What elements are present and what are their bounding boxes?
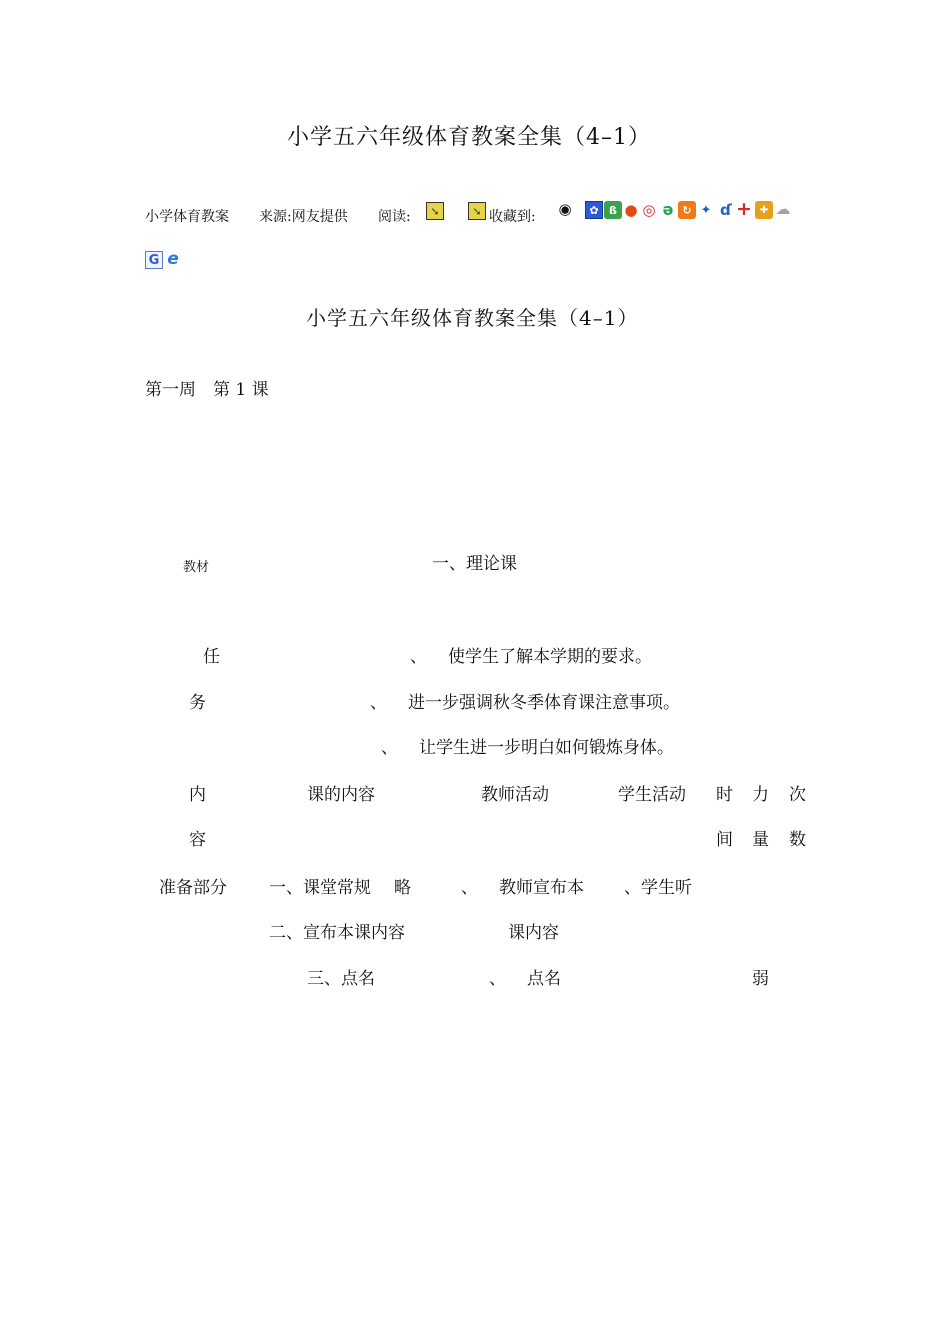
prep-strength: 弱 bbox=[752, 969, 769, 989]
header-strength-2: 量 bbox=[752, 830, 769, 850]
category-label: 小学体育教案 bbox=[145, 209, 229, 225]
task-label-2: 务 bbox=[189, 693, 206, 713]
task-item-1-num: 、 bbox=[410, 647, 427, 667]
task-item-2-text: 进一步强调秋冬季体育课注意事项。 bbox=[408, 693, 680, 713]
header-content-1: 内 bbox=[189, 785, 206, 805]
apple-icon[interactable]: ● bbox=[624, 201, 638, 219]
read-label: 阅读: bbox=[378, 209, 411, 225]
prep-teacher-item-2: 课内容 bbox=[508, 923, 559, 943]
plus-icon[interactable]: + bbox=[736, 198, 752, 220]
document-subtitle: 小学五六年级体育教案全集（4–1） bbox=[306, 306, 639, 330]
task-item-3-num: 、 bbox=[381, 738, 398, 758]
prep-lesson-item-3: 三、点名 bbox=[307, 969, 375, 989]
week-lesson: 第一周 第 1 课 bbox=[145, 380, 269, 400]
read-icon[interactable]: ➘ bbox=[426, 202, 444, 220]
prep-student-item-1: 、学生听 bbox=[624, 878, 692, 898]
collect-label: 收藏到: bbox=[489, 209, 536, 225]
prep-teacher-item-3: 点名 bbox=[527, 969, 561, 989]
prep-teacher-item-1: 教师宣布本 bbox=[499, 878, 584, 898]
prep-teacher-num-3: 、 bbox=[489, 969, 506, 989]
header-time-1: 时 bbox=[716, 785, 733, 805]
source-label: 来源:网友提供 bbox=[259, 209, 348, 225]
header-count-2: 数 bbox=[789, 830, 806, 850]
shou-icon[interactable]: ✚ bbox=[755, 201, 773, 219]
wo-icon[interactable]: ✦ bbox=[700, 202, 712, 218]
header-lesson: 课的内容 bbox=[307, 785, 375, 805]
read-icon[interactable]: ➘ bbox=[468, 202, 486, 220]
d-icon[interactable]: ɗ bbox=[720, 201, 732, 219]
task-label-1: 任 bbox=[203, 647, 220, 667]
orange-bookmark-icon[interactable]: ↻ bbox=[678, 201, 696, 219]
header-content-2: 容 bbox=[189, 830, 206, 850]
prep-lesson-item-2: 二、宣布本课内容 bbox=[269, 923, 405, 943]
prep-label: 准备部分 bbox=[159, 878, 227, 898]
task-item-1-text: 使学生了解本学期的要求。 bbox=[448, 647, 652, 667]
header-count-1: 次 bbox=[789, 785, 806, 805]
google-icon[interactable]: G bbox=[145, 251, 163, 269]
header-student: 学生活动 bbox=[618, 785, 686, 805]
baidu-icon[interactable]: ✿ bbox=[585, 201, 603, 219]
weibo-icon[interactable]: ◎ bbox=[642, 201, 656, 219]
task-item-3-text: 让学生进一步明白如何锻炼身体。 bbox=[419, 738, 674, 758]
header-teacher: 教师活动 bbox=[481, 785, 549, 805]
green-bookmark-icon[interactable]: ß bbox=[604, 201, 622, 219]
prep-lesson-item-1: 一、课堂常规 bbox=[269, 878, 371, 898]
ie-icon[interactable]: e bbox=[167, 249, 179, 269]
qq-icon[interactable]: ◉ bbox=[558, 200, 572, 218]
e-icon[interactable]: ə bbox=[662, 199, 674, 219]
material-value: 一、理论课 bbox=[432, 554, 517, 574]
material-label: 教材 bbox=[183, 560, 210, 575]
prep-teacher-num-1: 、 bbox=[461, 878, 478, 898]
task-item-2-num: 、 bbox=[370, 693, 387, 713]
page-title: 小学五六年级体育教案全集（4–1） bbox=[287, 125, 651, 150]
header-strength-1: 力 bbox=[752, 785, 769, 805]
prep-lesson-item-1b: 略 bbox=[394, 878, 411, 898]
header-time-2: 间 bbox=[716, 830, 733, 850]
cloud-icon[interactable]: ☁ bbox=[775, 200, 791, 218]
